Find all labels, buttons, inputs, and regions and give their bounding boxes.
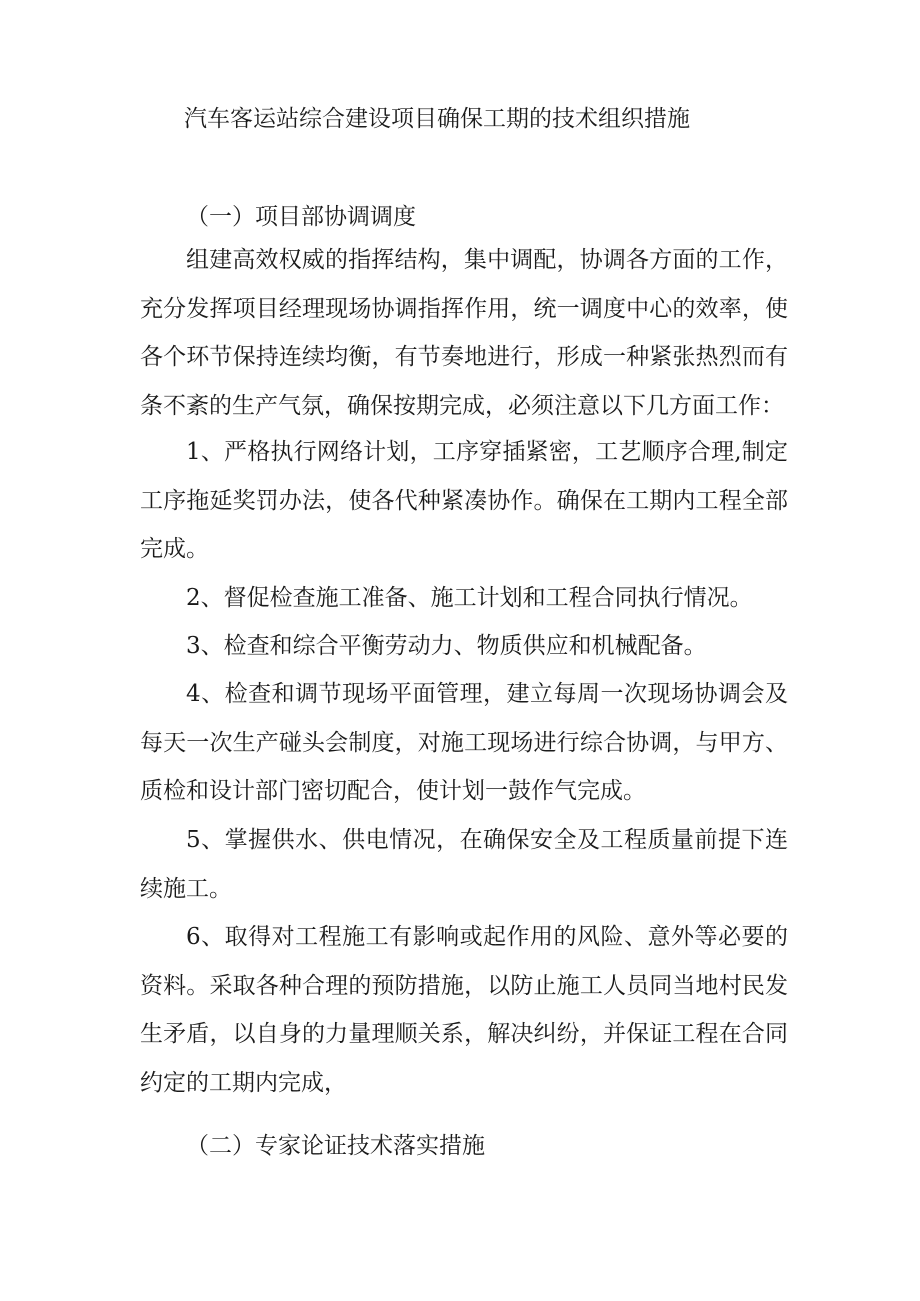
- list-item: 3、检查和综合平衡劳动力、物质供应和机械配备。: [186, 633, 707, 659]
- document-title: 汽车客运站综合建设项目确保工期的技术组织措施: [184, 106, 690, 132]
- list-item: 1、严格执行网络计划，工序穿插紧密，工艺顺序合理,制定工序拖延奖罚办法，使各代种紧凑协作。确保在工期内工程全部完成。: [140, 439, 788, 562]
- section-heading-1: （一）项目部协调调度: [186, 204, 416, 230]
- list-item: 6、取得对工程施工有影响或起作用的风险、意外等必要的资料。采取各种合理的预防措施，以防止施工人员同当地村民发生矛盾，以自身的力量理顺关系，解决纠纷，并保证工程在合同约定的工期内完成，: [140, 924, 788, 1096]
- section-heading-2: （二）专家论证技术落实措施: [186, 1133, 485, 1159]
- list-item: 5、掌握供水、供电情况，在确保安全及工程质量前提下连续施工。: [140, 827, 788, 902]
- list-item: 4、检查和调节现场平面管理，建立每周一次现场协调会及每天一次生产碰头会制度，对施工现场进行综合协调，与甲方、质检和设计部门密切配合，使计划一鼓作气完成。: [140, 681, 788, 804]
- intro-paragraph: 组建高效权威的指挥结构，集中调配，协调各方面的工作，充分发挥项目经理现场协调指挥作用，统一调度中心的效率，使各个环节保持连续均衡，有节奏地进行，形成一种紧张热烈而有条不紊的生产气氛，确保按期完成，必须注意以下几方面工作：: [140, 247, 788, 419]
- list-item: 2、督促检查施工准备、施工计划和工程合同执行情况。: [186, 585, 753, 611]
